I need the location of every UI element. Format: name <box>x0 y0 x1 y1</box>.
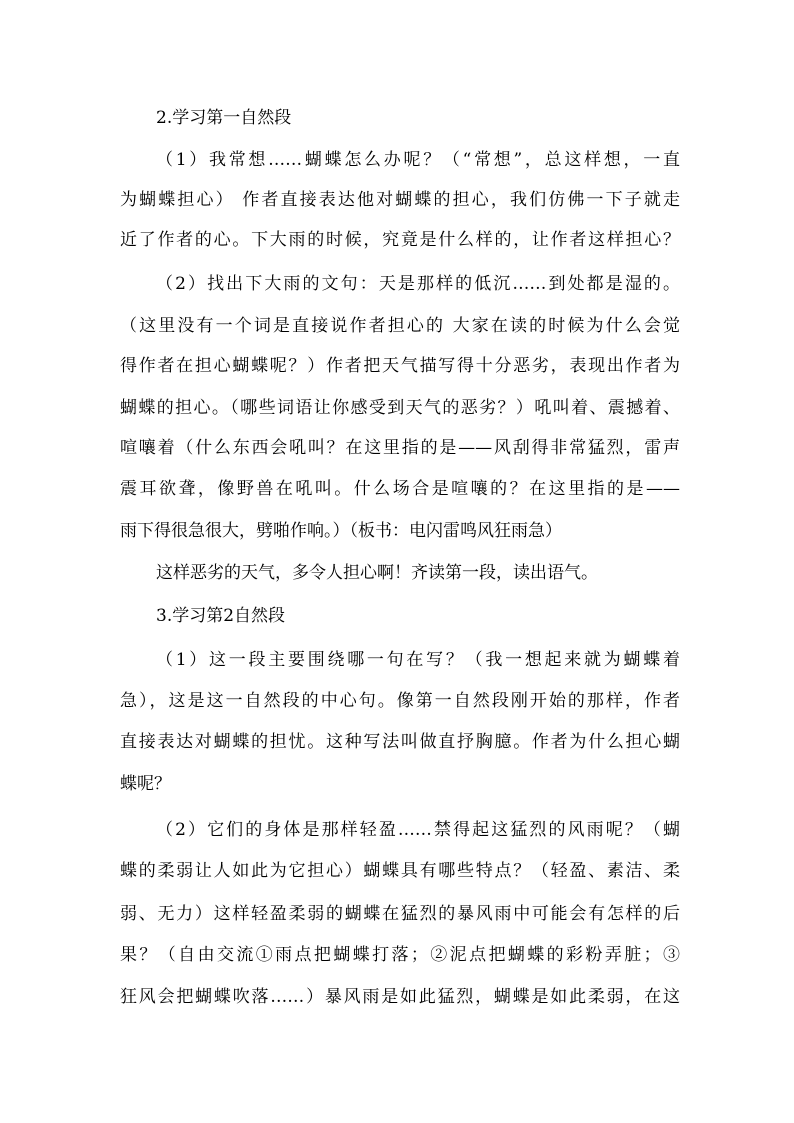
paragraph-line: 这样恶劣的天气，多令人担心啊！齐读第一段，读出语气。 <box>156 563 598 583</box>
paragraph-line: 狂风会把蝴蝶吹落……）暴风雨是如此猛烈，蝴蝶是如此柔弱，在这 <box>120 987 680 1007</box>
paragraph-line: 震耳欲聋，像野兽在吼叫。什么场合是喧嚷的？在这里指的是—— <box>120 479 680 499</box>
paragraph-line: 蝴蝶的担心。（哪些词语让你感受到天气的恶劣？）吼叫着、震撼着、 <box>120 398 680 418</box>
paragraph-line: 蝶的柔弱让人如此为它担心）蝴蝶具有哪些特点？（轻盈、素洁、柔 <box>120 861 680 881</box>
paragraph-line: 雨下得很急很大，劈啪作响。）（板书：电闪雷鸣风狂雨急） <box>120 521 562 541</box>
paragraph-line: 急），这是这一自然段的中心句。像第一自然段刚开始的那样，作者 <box>120 691 680 711</box>
paragraph-line: 果？（自由交流①雨点把蝴蝶打落；②泥点把蝴蝶的彩粉弄脏；③ <box>120 945 680 965</box>
paragraph-line: （2）找出下大雨的文句：天是那样的低沉……到处都是湿的。 <box>156 274 680 294</box>
paragraph-line: 近了作者的心。下大雨的时候，究竟是什么样的，让作者这样担心？ <box>120 230 680 250</box>
paragraph-line: 喧嚷着（什么东西会吼叫？在这里指的是——风刮得非常猛烈，雷声 <box>120 438 680 458</box>
paragraph-line: （1）这一段主要围绕哪一句在写？（我一想起来就为蝴蝶着 <box>156 650 680 670</box>
section-heading-2: 2.学习第一自然段 <box>156 108 292 128</box>
paragraph-line: 弱、无力）这样轻盈柔弱的蝴蝶在猛烈的暴风雨中可能会有怎样的后 <box>120 904 680 924</box>
paragraph-line: （2）它们的身体是那样轻盈……禁得起这猛烈的风雨呢？（蝴 <box>156 820 680 840</box>
paragraph-line: 为蝴蝶担心） 作者直接表达他对蝴蝶的担心，我们仿佛一下子就走 <box>120 190 680 210</box>
paragraph-line: 直接表达对蝴蝶的担忧。这种写法叫做直抒胸臆。作者为什么担心蝴 <box>120 732 680 752</box>
paragraph-line: 蝶呢？ <box>120 774 171 794</box>
paragraph-line: （1）我常想……蝴蝶怎么办呢？（“常想”，总这样想，一直 <box>156 150 680 170</box>
section-heading-3: 3.学习第2自然段 <box>156 606 286 626</box>
paragraph-line: （这里没有一个词是直接说作者担心的 大家在读的时候为什么会觉 <box>120 316 680 336</box>
paragraph-line: 得作者在担心蝴蝶呢？）作者把天气描写得十分恶劣，表现出作者为 <box>120 356 680 376</box>
